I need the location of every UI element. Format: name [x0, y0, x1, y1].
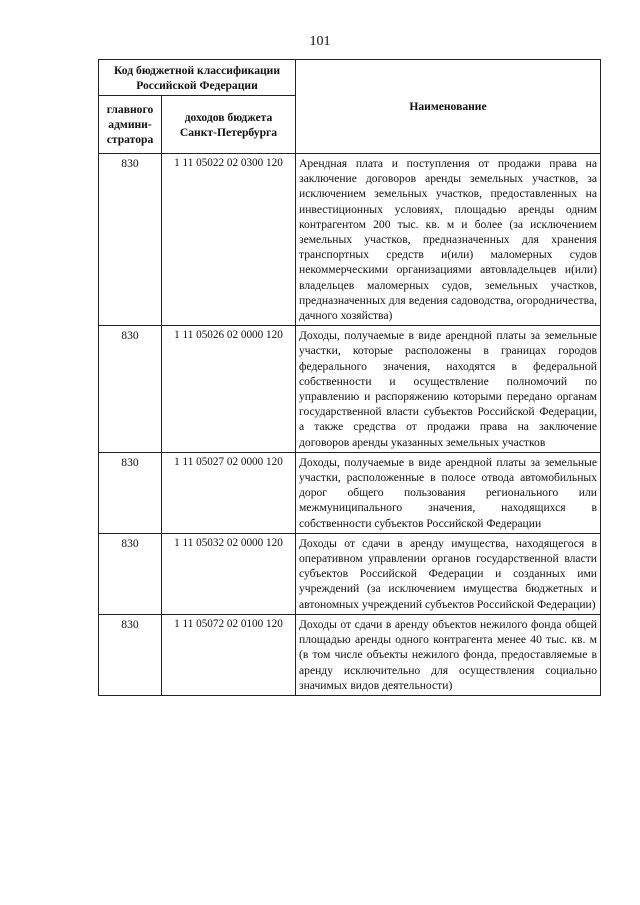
- admin-code-cell: 830: [99, 326, 162, 453]
- name-cell: Арендная плата и поступления от продажи права на заключение договоров аренды земельных участков, за исключением земельных участков, предоставленных на инвестиционных условиях, площадью аренды одним контрагентом 200 тыс. кв. м и более (за исключением земельных участков, предназначенных для хранения транспортных средств и(или) маломерных судов некоммерческими организациями автовладельцев и(или) владельцев маломерных судов, земельных участков, предназначенных для ведения садоводства, огородничества, дачного хозяйства): [296, 154, 601, 326]
- income-code-cell: 1 11 05032 02 0000 120: [162, 533, 296, 614]
- table-header: [99, 60, 601, 154]
- name-cell: Доходы от сдачи в аренду объектов нежилого фонда общей площадью аренды одного контрагента менее 40 тыс. кв. м (в том числе объекты нежилого фонда, предоставляемые в аренду исключительно для осуществления социально значимых видов деятельности): [296, 614, 601, 695]
- header-group-label: Код бюджетной классификации Российской Федерации: [99, 60, 296, 96]
- income-code-cell: 1 11 05027 02 0000 120: [162, 452, 296, 533]
- table-row: [99, 154, 601, 326]
- name-cell: Доходы от сдачи в аренду имущества, находящегося в оперативном управлении органов государственной власти субъектов Российской Федерации и созданных ими учреждений (за исключением имущества бюджетных и автономных учреждений субъектов Российской Федерации): [296, 533, 601, 614]
- admin-code-cell: 830: [99, 154, 162, 326]
- header-admin: главного админи-стратора: [99, 96, 162, 154]
- table-row: [99, 533, 601, 614]
- table-row: [99, 614, 601, 695]
- table-row: [99, 326, 601, 453]
- name-cell: Доходы, получаемые в виде арендной платы за земельные участки, расположенные в полосе отвода автомобильных дорог общего пользования регионального или межмуниципального значения, находящихся в собственности субъектов Российской Федерации: [296, 452, 601, 533]
- table-body: [99, 154, 601, 696]
- income-code-cell: 1 11 05022 02 0300 120: [162, 154, 296, 326]
- income-code-cell: 1 11 05026 02 0000 120: [162, 326, 296, 453]
- admin-code-cell: 830: [99, 452, 162, 533]
- page-number: 101: [309, 34, 331, 49]
- table-row: [99, 452, 601, 533]
- admin-code-cell: 830: [99, 614, 162, 695]
- header-income: доходов бюджета Санкт-Петербурга: [162, 96, 296, 154]
- budget-classification-table: [98, 59, 601, 696]
- name-cell: Доходы, получаемые в виде арендной платы за земельные участки, которые расположены в границах городов федерального значения, находятся в федеральной собственности и осуществление полномочий по управлению и распоряжению которыми передано органам государственной власти субъектов Российской Федерации, а также средства от продажи права на заключение договоров аренды указанных земельных участков: [296, 326, 601, 453]
- header-name: Наименование: [296, 60, 601, 154]
- income-code-cell: 1 11 05072 02 0100 120: [162, 614, 296, 695]
- admin-code-cell: 830: [99, 533, 162, 614]
